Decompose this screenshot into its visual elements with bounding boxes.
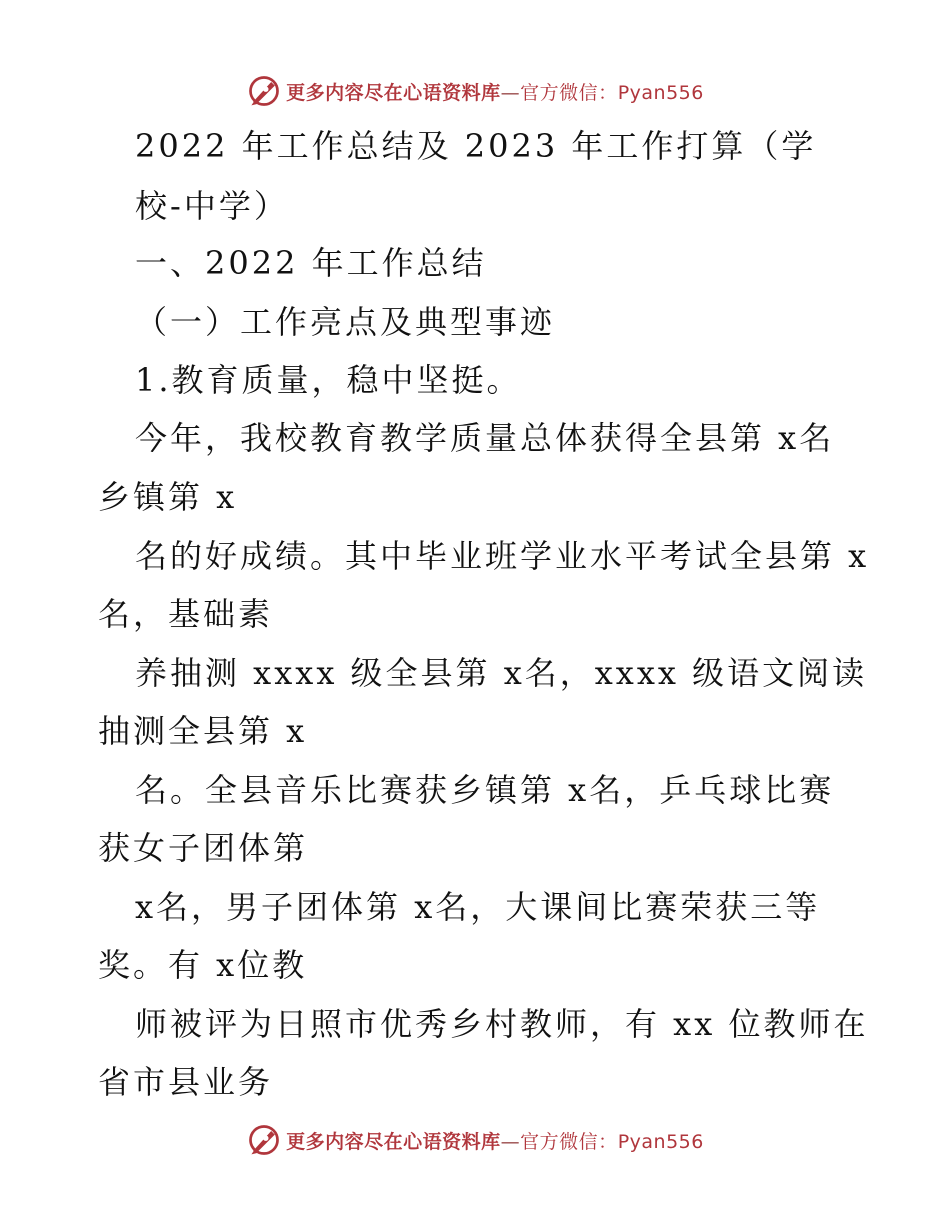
doc-title-line-1: 2022 年工作总结及 2023 年工作打算（学	[135, 127, 817, 165]
paragraph-line: 今年，我校教育教学质量总体获得全县第 x名	[135, 419, 835, 457]
subsection-heading: （一）工作亮点及典型事迹	[135, 303, 556, 341]
paragraph-line: 抽测全县第 x	[98, 712, 308, 750]
paragraph-line: x名，男子团体第 x名，大课间比赛荣获三等	[135, 888, 821, 926]
paragraph-line: 乡镇第 x	[98, 478, 238, 516]
paragraph-line: 师被评为日照市优秀乡村教师，有 xx 位教师在	[135, 1005, 869, 1043]
item-heading: 1.教育质量，稳中坚挺。	[135, 361, 522, 399]
paragraph-line: 名的好成绩。其中毕业班学业水平考试全县第 x	[135, 537, 870, 575]
section-heading: 一、2022 年工作总结	[135, 244, 487, 282]
doc-title-line-2: 校-中学）	[135, 187, 289, 225]
paragraph-line: 省市县业务	[98, 1063, 274, 1101]
pen-seal-logo-icon	[246, 73, 282, 109]
watermark-banner-bottom	[0, 1120, 950, 1160]
watermark-wechat-label: 官方微信：	[520, 81, 618, 104]
watermark-text: 更多内容尽在心语资料库	[286, 81, 501, 104]
watermark-text: 更多内容尽在心语资料库	[286, 1130, 501, 1153]
paragraph-line: 获女子团体第	[98, 829, 309, 867]
watermark-wechat-id: Pyan556	[617, 1130, 704, 1153]
pen-seal-logo-icon	[246, 1122, 282, 1158]
paragraph-line: 名，基础素	[98, 595, 274, 633]
watermark-banner-top	[0, 71, 950, 111]
paragraph-line: 名。全县音乐比赛获乡镇第 x名，乒乓球比赛	[135, 771, 835, 809]
watermark-wechat-label: 官方微信：	[520, 1130, 618, 1153]
paragraph-line: 奖。有 x位教	[98, 946, 308, 984]
paragraph-line: 养抽测 xxxx 级全县第 x名，xxxx 级语文阅读	[135, 654, 868, 692]
watermark-dash: —	[500, 1130, 521, 1153]
watermark-wechat-id: Pyan556	[617, 81, 704, 104]
watermark-dash: —	[500, 81, 521, 104]
